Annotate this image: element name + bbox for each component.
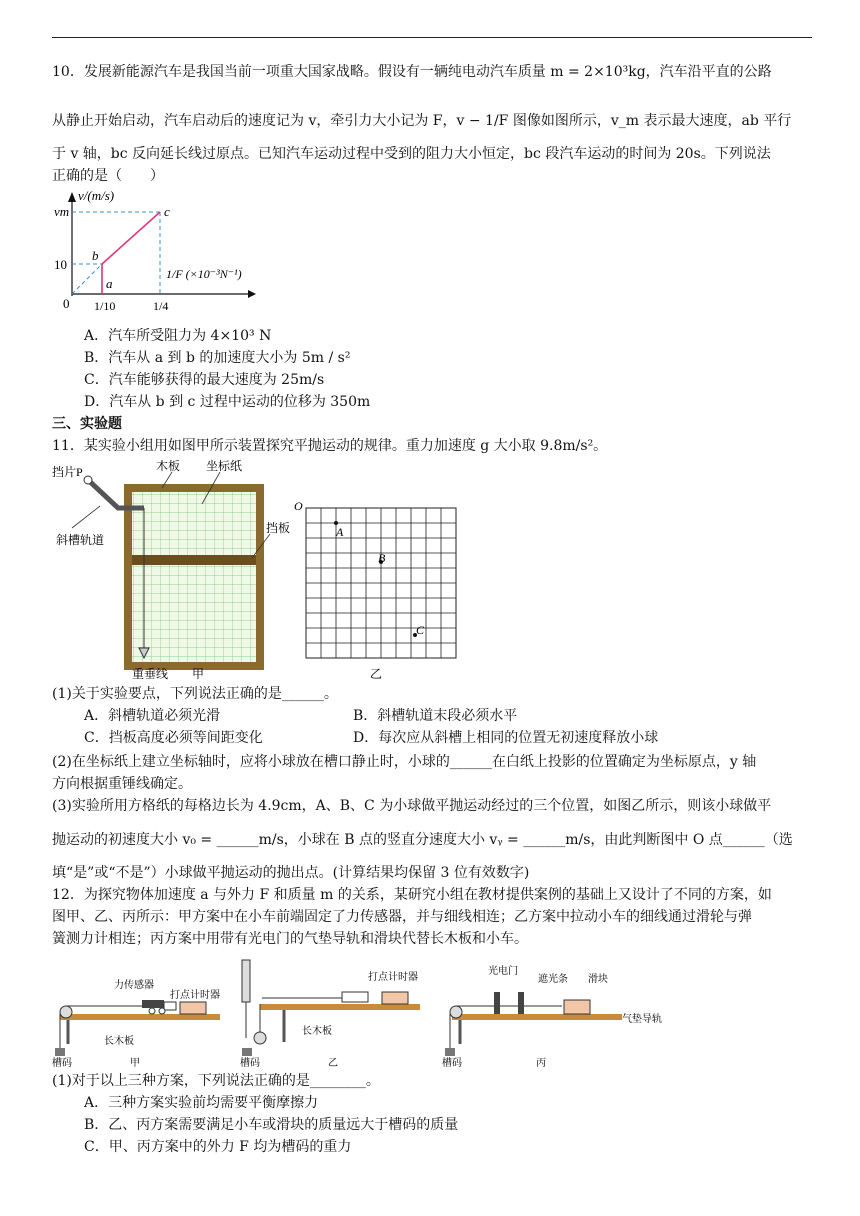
q11-figure: [52, 458, 472, 682]
segment-bc: [102, 212, 160, 264]
x-tick-1-4: 1/4: [153, 299, 169, 313]
label-A: A: [336, 525, 344, 539]
q12-p1: (1)对于以上三种方案，下列说法正确的是________。: [52, 1073, 380, 1089]
q11-option-d: D．每次应从斜槽上相同的位置无初速度释放小球: [353, 730, 659, 746]
svg-text:长木板: 长木板: [302, 1026, 332, 1037]
bc-extension: [72, 264, 102, 294]
svg-text:槽码: 槽码: [442, 1058, 462, 1068]
vm-label: vm: [54, 204, 70, 219]
coordinate-paper: [132, 492, 256, 662]
baffle-bar: [132, 555, 256, 565]
q12-line2: 图甲、乙、丙所示：甲方案中在小车前端固定了力传感器，并与细线相连；乙方案中拉动小车的细线通过滑轮与弹: [52, 909, 752, 925]
setup-bing: [442, 964, 662, 1068]
label-stop: 挡板: [266, 521, 291, 535]
q11-option-a: A．斜槽轨道必须光滑: [84, 708, 221, 724]
header-rule: [52, 37, 812, 38]
point-b: b: [92, 248, 99, 263]
label-track: 斜槽轨道: [56, 533, 105, 547]
q10-option-a: A．汽车所受阻力为 4×10³ N: [84, 328, 272, 344]
svg-text:乙: 乙: [328, 1058, 338, 1068]
y-axis-label: v/(m/s): [78, 188, 115, 203]
baffle-p: [84, 476, 92, 484]
label-paper: 坐标纸: [206, 459, 243, 473]
q11-p3c: 填“是”或“不是”）小球做平抛运动的抛出点。(计算结果均保留 3 位有效数字): [52, 865, 530, 881]
label-yi: 乙: [370, 667, 383, 681]
q11-p2a: (2)在坐标纸上建立坐标轴时，应将小球放在槽口静止时，小球的______在白纸上投影的位置确定为坐标原点，y 轴: [52, 754, 757, 770]
q10-line4: 正确的是（ ）: [52, 168, 164, 184]
q10-line3: 于 v 轴，bc 反向延长线过原点。已知汽车运动过程中受到的阻力大小恒定，bc 段汽车运动的时间为 20s。下列说法: [52, 146, 771, 162]
section-heading: 三、实验题: [52, 416, 122, 432]
x-tick-1-10: 1/10: [94, 299, 116, 313]
svg-text:甲: 甲: [130, 1058, 140, 1068]
q10-option-b: B．汽车从 a 到 b 的加速度大小为 5m / s²: [84, 350, 351, 366]
svg-text:槽码: 槽码: [240, 1058, 260, 1068]
q11-p3b: 抛运动的初速度大小 v₀ = ______m/s，小球在 B 点的竖直分速度大小 vᵧ = ______m/s，由此判断图中 O 点______（选: [52, 832, 793, 848]
q11-p2b: 方向根据重锤线确定。: [52, 776, 192, 792]
label-C: C: [416, 623, 425, 637]
svg-text:丙: 丙: [536, 1058, 546, 1068]
q11-option-c: C．挡板高度必须等间距变化: [84, 730, 263, 746]
y-axis-arrow: [68, 192, 76, 202]
svg-text:打点计时器: 打点计时器: [368, 972, 418, 983]
label-B: B: [378, 551, 386, 565]
origin-label: 0: [63, 296, 70, 311]
point-c: c: [164, 204, 170, 219]
q12-option-c: C．甲、丙方案中的外力 F 均为槽码的重力: [84, 1139, 352, 1155]
label-plumb: 重垂线: [132, 667, 169, 681]
svg-text:滑块: 滑块: [588, 974, 608, 985]
q12-option-a: A．三种方案实验前均需要平衡摩擦力: [84, 1095, 319, 1111]
setup-jia: [52, 978, 220, 1068]
q12-line1: 12．为探究物体加速度 a 与外力 F 和质量 m 的关系，某研究小组在教材提供案例的基础上又设计了不同的方案，如: [52, 887, 772, 903]
v-invF-graph: [52, 186, 262, 324]
svg-text:光电门: 光电门: [488, 966, 518, 977]
q12-option-b: B．乙、丙方案需要满足小车或滑块的质量远大于槽码的质量: [84, 1117, 459, 1133]
point-a: a: [106, 276, 113, 291]
svg-text:气垫导轨: 气垫导轨: [622, 1014, 662, 1025]
svg-text:力传感器: 力传感器: [114, 980, 154, 991]
q11-p3a: (3)实验所用方格纸的每格边长为 4.9cm，A、B、C 为小球做平抛运动经过的三个位置，如图乙所示，则该小球做平: [52, 798, 772, 814]
x-axis-label: 1/F (×10⁻³N⁻¹): [166, 267, 242, 281]
svg-text:遮光条: 遮光条: [538, 974, 568, 985]
q10-line2: 从静止开始启动，汽车启动后的速度记为 v，牵引力大小记为 F，v − 1/F 图像如图所示，v_m 表示最大速度，ab 平行: [52, 113, 792, 129]
y-tick-10: 10: [54, 257, 67, 272]
svg-text:槽码: 槽码: [52, 1058, 72, 1068]
x-axis-arrow: [248, 290, 256, 298]
label-jia: 甲: [192, 667, 205, 681]
q11-line1: 11．某实验小组用如图甲所示装置探究平抛运动的规律。重力加速度 g 大小取 9.8m/s²。: [52, 438, 608, 454]
svg-text:打点计时器: 打点计时器: [170, 990, 220, 1001]
q10-option-d: D．汽车从 b 到 c 过程中运动的位移为 350m: [84, 394, 371, 410]
grid-yi: [306, 508, 456, 658]
q11-option-b: B．斜槽轨道末段必须水平: [353, 708, 518, 724]
q11-p1: (1)关于实验要点，下列说法正确的是______。: [52, 686, 338, 702]
label-O: O: [294, 499, 303, 513]
q10-line1: 10．发展新能源汽车是我国当前一项重大国家战略。假设有一辆纯电动汽车质量 m = 2×10³kg，汽车沿平直的公路: [52, 64, 772, 80]
label-baffle-p: 挡片P: [52, 465, 83, 479]
svg-text:长木板: 长木板: [104, 1036, 134, 1047]
q12-figure: [52, 952, 692, 1068]
q10-option-c: C．汽车能够获得的最大速度为 25m/s: [84, 372, 325, 388]
label-board: 木板: [156, 459, 181, 473]
setup-yi: [240, 960, 420, 1068]
q12-line3: 簧测力计相连；丙方案中用带有光电门的气垫导轨和滑块代替长木板和小车。: [52, 931, 528, 947]
